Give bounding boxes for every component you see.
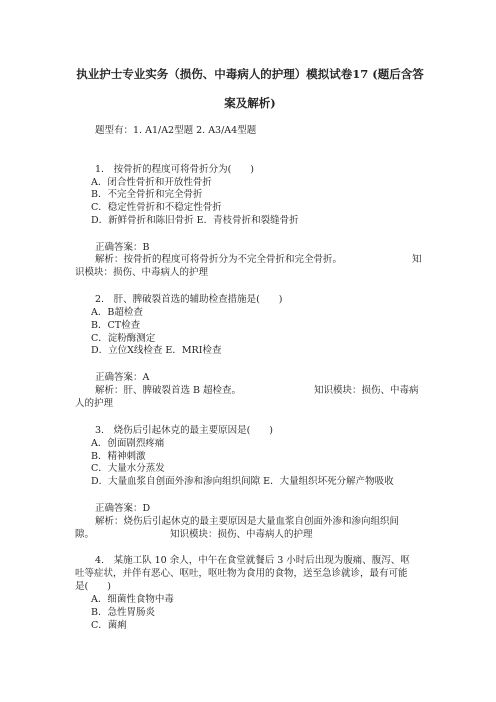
q1-analysis-tail: 知	[412, 254, 422, 265]
q2-analysis: 解析：肝、脾破裂首选 B 超检查。	[95, 385, 242, 396]
q1-option-c: C．稳定性骨折和不稳定性骨折	[91, 202, 222, 213]
q2-analysis-tail: 知识模块：损伤、中毒病	[314, 385, 419, 396]
q4-stem-line-2: 吐等症状，并伴有恶心、呕吐，呕吐物为食用的食物，送至急诊就诊，最有可能	[75, 568, 408, 579]
q4-option-c: C．菌痢	[91, 620, 127, 631]
q1-option-a: A．闭合性骨折和开放性骨折	[91, 177, 212, 188]
question-type-line: 题型有：1. A1/A2型题 2. A3/A4型题	[95, 125, 257, 136]
q1-stem: 1. 按骨折的程度可将骨折分为( )	[95, 164, 254, 175]
q3-option-d-e: D．大量血浆自创面外渗和渗向组织间隙 E．大量组织坏死分解产物吸收	[91, 476, 394, 487]
q4-option-a: A．细菌性食物中毒	[91, 594, 174, 605]
q1-knowledge-module: 识模块：损伤、中毒病人的护理	[75, 267, 209, 278]
q1-option-d-e: D．新鲜骨折和陈旧骨折 E．青枝骨折和裂缝骨折	[91, 215, 299, 226]
q2-option-c: C．淀粉酶测定	[91, 333, 156, 344]
q2-knowledge-module: 人的护理	[75, 398, 114, 409]
q3-stem: 3. 烧伤后引起休克的最主要原因是( )	[95, 425, 273, 436]
q2-answer: 正确答案：A	[95, 372, 150, 383]
q2-option-a: A．B超检查	[91, 307, 143, 318]
q3-option-a: A．创面剧烈疼痛	[91, 438, 165, 449]
q3-answer: 正确答案：D	[95, 503, 151, 514]
q4-option-b: B．急性胃肠炎	[91, 607, 155, 618]
q3-analysis: 解析：烧伤后引起休克的最主要原因是大量血浆自创面外渗和渗向组织间	[95, 516, 400, 527]
q3-knowledge-module: 知识模块：损伤、中毒病人的护理	[170, 529, 313, 540]
q3-option-b: B．精神刺激	[91, 451, 146, 462]
q3-analysis-cont: 隙。	[75, 529, 95, 540]
q1-answer: 正确答案：B	[95, 242, 150, 253]
q2-stem: 2. 肝、脾破裂首选的辅助检查措施是( )	[95, 294, 283, 305]
document-title-line-1: 执业护士专业实务（损伤、中毒病人的护理）模拟试卷17 (题后含答	[76, 67, 424, 81]
q1-analysis: 解析：按骨折的程度可将骨折分为不完全骨折和完全骨折。	[95, 254, 343, 265]
document-title-line-2: 案及解析)	[224, 96, 276, 110]
q3-option-c: C．大量水分蒸发	[91, 463, 165, 474]
q2-option-d-e: D．立位X线检查 E．MRI检查	[91, 345, 222, 356]
q1-option-b: B．不完全骨折和完全骨折	[91, 189, 203, 200]
q2-option-b: B．CT检查	[91, 320, 141, 331]
q4-stem-line-1: 4. 某施工队 10 余人，中午在食堂就餐后 3 小时后出现为腹痛、腹泻、呕	[95, 555, 410, 566]
q4-stem-line-3: 是( )	[75, 581, 111, 592]
